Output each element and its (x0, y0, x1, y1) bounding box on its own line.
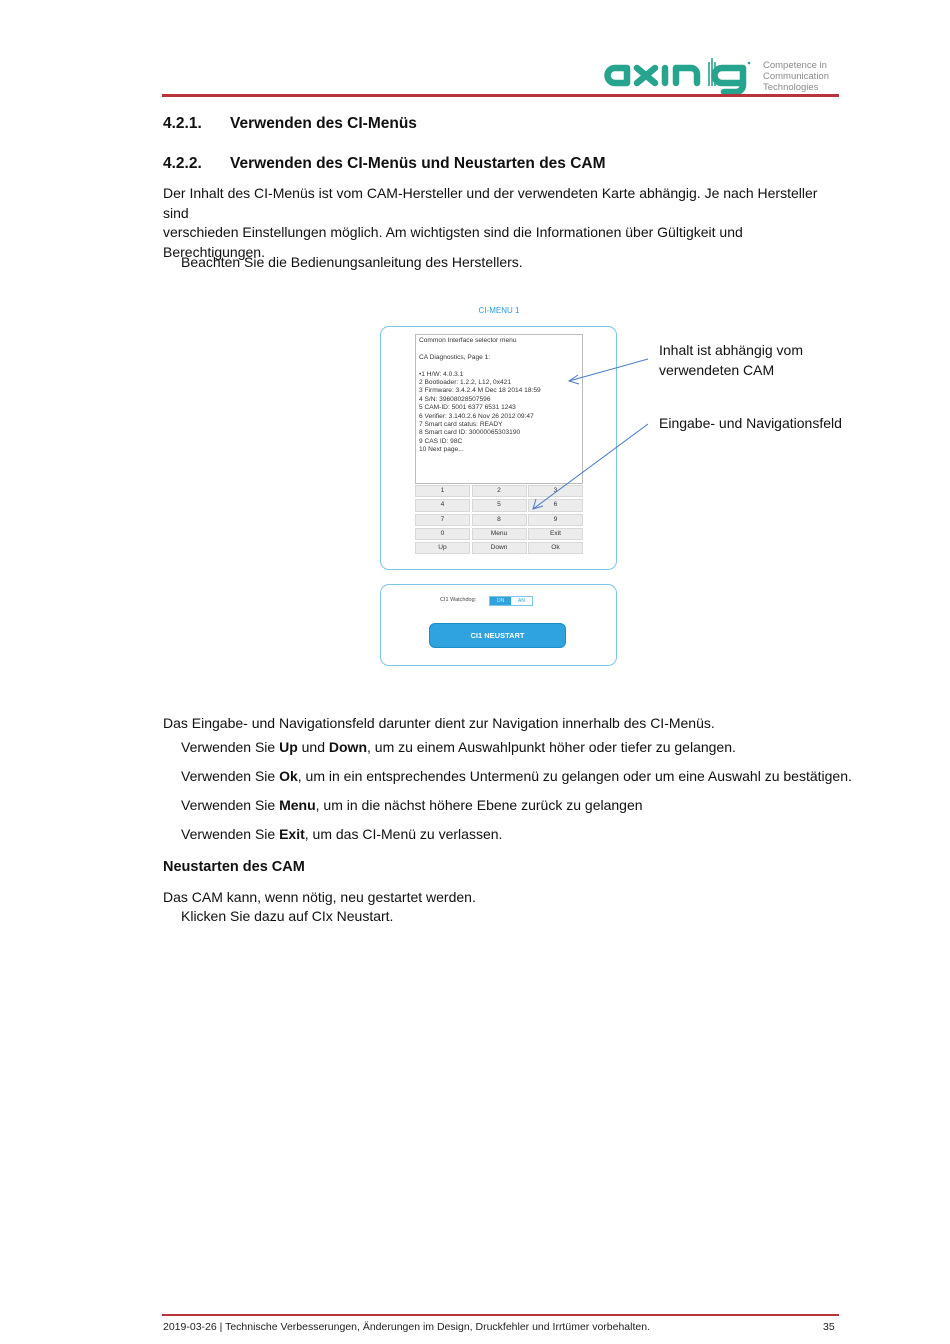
down-button[interactable]: Down (472, 542, 527, 554)
logo-tagline (763, 60, 829, 93)
key-1-button[interactable]: 1 (415, 485, 470, 497)
tagline-line-3: Technologies (763, 82, 819, 93)
screen-line: 2 Bootloader: 1.2.2, L12, 0x421 (419, 379, 512, 386)
intro-line: Der Inhalt des CI-Menüs ist vom CAM-Hersteller und der verwendeten Karte abhängig. Je nach Hersteller sind (163, 185, 818, 221)
key-name: Menu (279, 797, 316, 813)
ci-menu-screen (415, 334, 583, 484)
screen-line: 8 Smart card ID: 30000065303190 (419, 429, 521, 437)
restart-text: Das CAM kann, wenn nötig, neu gestartet werden. (163, 889, 476, 905)
screen-line: 10 Next page... (419, 446, 464, 454)
restart-heading: Neustarten des CAM (163, 859, 305, 875)
ci-keypad (415, 485, 583, 554)
screen-line: 4 S/N: 39608028507596 (419, 395, 491, 403)
callout-line: verwendeten CAM (659, 362, 775, 378)
section-heading-4-2-2 (163, 155, 606, 173)
section-heading-4-2-1 (163, 115, 417, 133)
screen-line: •1 H/W: 4.0.3.1 (419, 370, 464, 378)
key-8-button[interactable]: 8 (472, 514, 527, 526)
callout-line: Inhalt ist abhängig vom (659, 342, 803, 358)
screen-line: 9 CAS ID: 98C (419, 437, 463, 445)
tagline-line-2: Communication (763, 71, 829, 82)
screen-page-label: CA Diagnostics, Page 1: (419, 353, 491, 361)
ci-restart-button[interactable]: CI1 NEUSTART (429, 623, 566, 648)
section-number: 4.2.2. (163, 155, 202, 172)
navigation-intro: Das Eingabe- und Navigationsfeld darunter dient zur Navigation innerhalb des CI-Menüs. (163, 715, 715, 731)
restart-instruction: Klicken Sie dazu auf CIx Neustart. (181, 908, 394, 924)
intro-line: Berechtigungen. (163, 243, 265, 260)
key-5-button[interactable]: 5 (472, 499, 527, 511)
section-title: Verwenden des CI-Menüs und Neustarten des CAM (230, 155, 606, 172)
watchdog-label: CI1 Watchdog: (440, 597, 477, 603)
key-0-button[interactable]: 0 (415, 528, 470, 540)
nav-item-exit: Verwenden Sie Exit, um das CI-Menü zu verlassen. (181, 826, 503, 842)
key-6-button[interactable]: 6 (528, 499, 583, 511)
header-divider (162, 94, 839, 97)
key-name: Exit (279, 826, 305, 842)
callout-keypad: Eingabe- und Navigationsfeld (659, 415, 842, 431)
tagline-line-1: Competence in (763, 60, 827, 71)
intro-paragraph (163, 184, 843, 262)
key-name: Up (279, 739, 298, 755)
screen-header: Common Interface selector menu (419, 337, 517, 344)
ok-button[interactable]: Ok (528, 542, 583, 554)
nav-item-menu: Verwenden Sie Menu, um in die nächst höhere Ebene zurück zu gelangen (181, 797, 643, 813)
callout-content (659, 340, 803, 380)
key-4-button[interactable]: 4 (415, 499, 470, 511)
axing-wordmark-icon (603, 56, 753, 96)
page-number: 35 (823, 1321, 835, 1333)
screen-line: 3 Firmware: 3.4.2.4 M Dec 18 2014 18:59 (419, 387, 541, 395)
screen-line: 6 Verifier: 3.140.2.6 Nov 26 2012 09:47 (419, 412, 534, 420)
key-name: Down (328, 739, 367, 755)
up-button[interactable]: Up (415, 542, 470, 554)
watchdog-toggle[interactable] (489, 596, 533, 606)
screen-line: 7 Smart card status: READY (419, 421, 503, 429)
toggle-off-option[interactable]: AN (518, 598, 525, 604)
key-3-button[interactable]: 3 (528, 485, 583, 497)
exit-button[interactable]: Exit (528, 528, 583, 540)
toggle-on-option[interactable]: ON (490, 597, 511, 605)
manufacturer-note: Beachten Sie die Bedienungsanleitung des Herstellers. (181, 254, 523, 270)
section-number: 4.2.1. (163, 115, 202, 132)
menu-button[interactable]: Menu (472, 528, 527, 540)
key-name: Ok (279, 768, 298, 784)
key-2-button[interactable]: 2 (472, 485, 527, 497)
footer-divider (162, 1314, 839, 1316)
nav-item-ok: Verwenden Sie Ok, um in ein entsprechendes Untermenü zu gelangen oder um eine Auswahl zu bestätigen. (181, 768, 852, 784)
key-7-button[interactable]: 7 (415, 514, 470, 526)
axing-logo (603, 56, 839, 96)
footer-text: 2019-03-26 | Technische Verbesserungen, Änderungen im Design, Druckfehler und Irrtümer vorbehalten. (163, 1321, 650, 1333)
ci-menu-title: CI-MENU 1 (478, 306, 520, 315)
intro-line: verschieden Einstellungen möglich. Am wichtigsten sind die Informationen über Gültigkeit und (163, 224, 743, 240)
section-title: Verwenden des CI-Menüs (230, 115, 417, 132)
nav-item-up-down: Verwenden Sie Up und Down, um zu einem Auswahlpunkt höher oder tiefer zu gelangen. (181, 739, 736, 755)
key-9-button[interactable]: 9 (528, 514, 583, 526)
screen-line: 5 CAM-ID: 5001 6377 6531 1243 (419, 404, 516, 412)
